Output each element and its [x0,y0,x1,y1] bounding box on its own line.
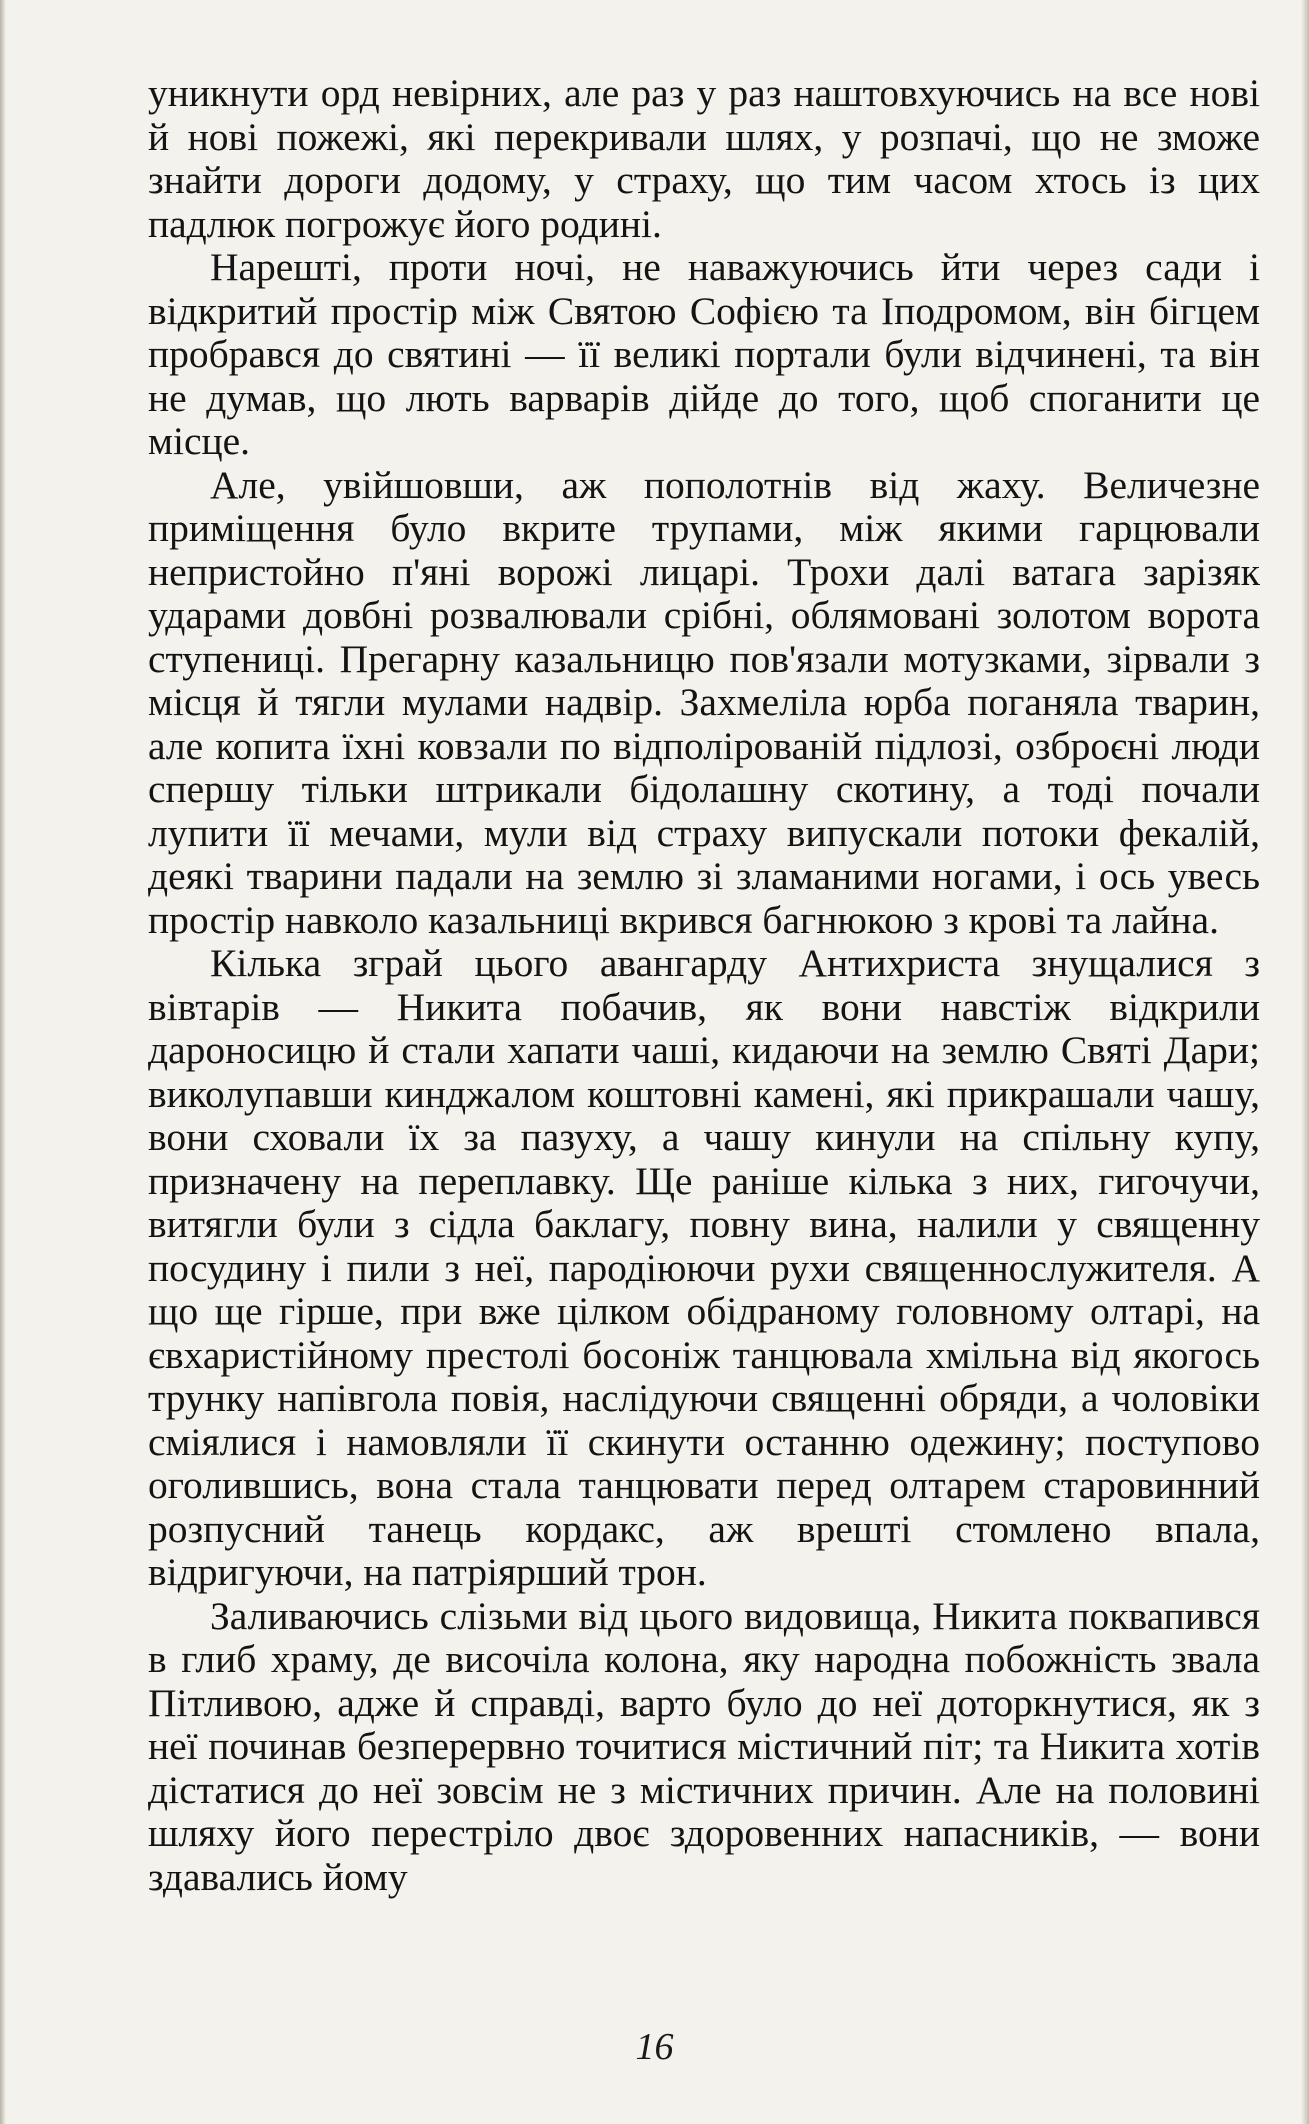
paragraph-4: Кілька зграй цього авангарду Антихриста знущалися з вівтарів — Никита побачив, як вони навстіж відкрили дароносицю й стали хапати чаші, кидаючи на землю Святі Дари; виколупавши кинджалом коштовні камені, які прикрашали чашу, вони сховали їх за пазуху, а чашу кинули на спільну купу, призначену на переплавку. Ще раніше кілька з них, гигочучи, витягли були з сідла баклагу, повну вина, налили у священну посудину і пили з неї, пародіюючи рухи священнослужителя. А що ще гірше, при вже цілком обідраному головному олтарі, на євхаристійному престолі босоніж танцювала хмільна від якогось трунку напівгола повія, наслідуючи священні обряди, а чоловіки сміялися і намовляли її скинути останню одежину; поступово оголившись, вона стала танцювати перед олтарем старовинний розпусний танець кордакс, аж врешті стомлено впала, відригуючи, на патріярший трон. [148,941,1260,1594]
paragraph-2: Нарешті, проти ночі, не наважуючись йти через сади і відкритий простір між Святою Софією та Іподромом, він бігцем пробрався до святині — її великі портали були відчинені, та він не думав, що лють варварів дійде до того, щоб споганити це місце. [148,245,1260,463]
paragraph-5: Заливаючись слізьми від цього видовища, Никита поквапився в глиб храму, де височіла колона, яку народна побожність звала Пітливою, адже й справді, варто було до неї доторкнутися, як з неї починав безперервно точитися містичний піт; та Никита хотів дістатися до неї зовсім не з містичних причин. Але на половині шляху його перестріло двоє здоровенних напасників, — вони здавались йому [148,1593,1260,1899]
page-number: 16 [635,2026,674,2068]
paragraph-1: уникнути орд невірних, але раз у раз наштовхуючись на все нові й нові пожежі, які перекривали шлях, у розпачі, що не зможе знайти дороги додому, у страху, що тим часом хтось із цих падлюк погрожує його родині. [148,71,1260,246]
paragraph-3: Але, увійшовши, аж пополотнів від жаху. Величезне приміщення було вкрите трупами, між якими гарцювали непристойно п'яні ворожі лицарі. Трохи далі ватага зарізяк ударами довбні розвалювали срібні, облямовані золотом ворота ступениці. Прегарну казальницю пов'язали мотузками, зірвали з місця й тягли мулами надвір. Захмеліла юрба поганяла тварин, але копита їхні ковзали по відполірованій підлозі, озброєні люди спершу тільки штрикали бідолашну скотину, а тоді почали лупити її мечами, мули від страху випускали потоки фекалій, деякі тварини падали на землю зі зламаними ногами, і ось увесь простір навколо казальниці вкрився багнюкою з крові та лайна. [148,462,1260,942]
body-text [148,72,1260,1899]
page-edge-left [0,0,6,2124]
page-edge-right [1301,0,1309,2124]
